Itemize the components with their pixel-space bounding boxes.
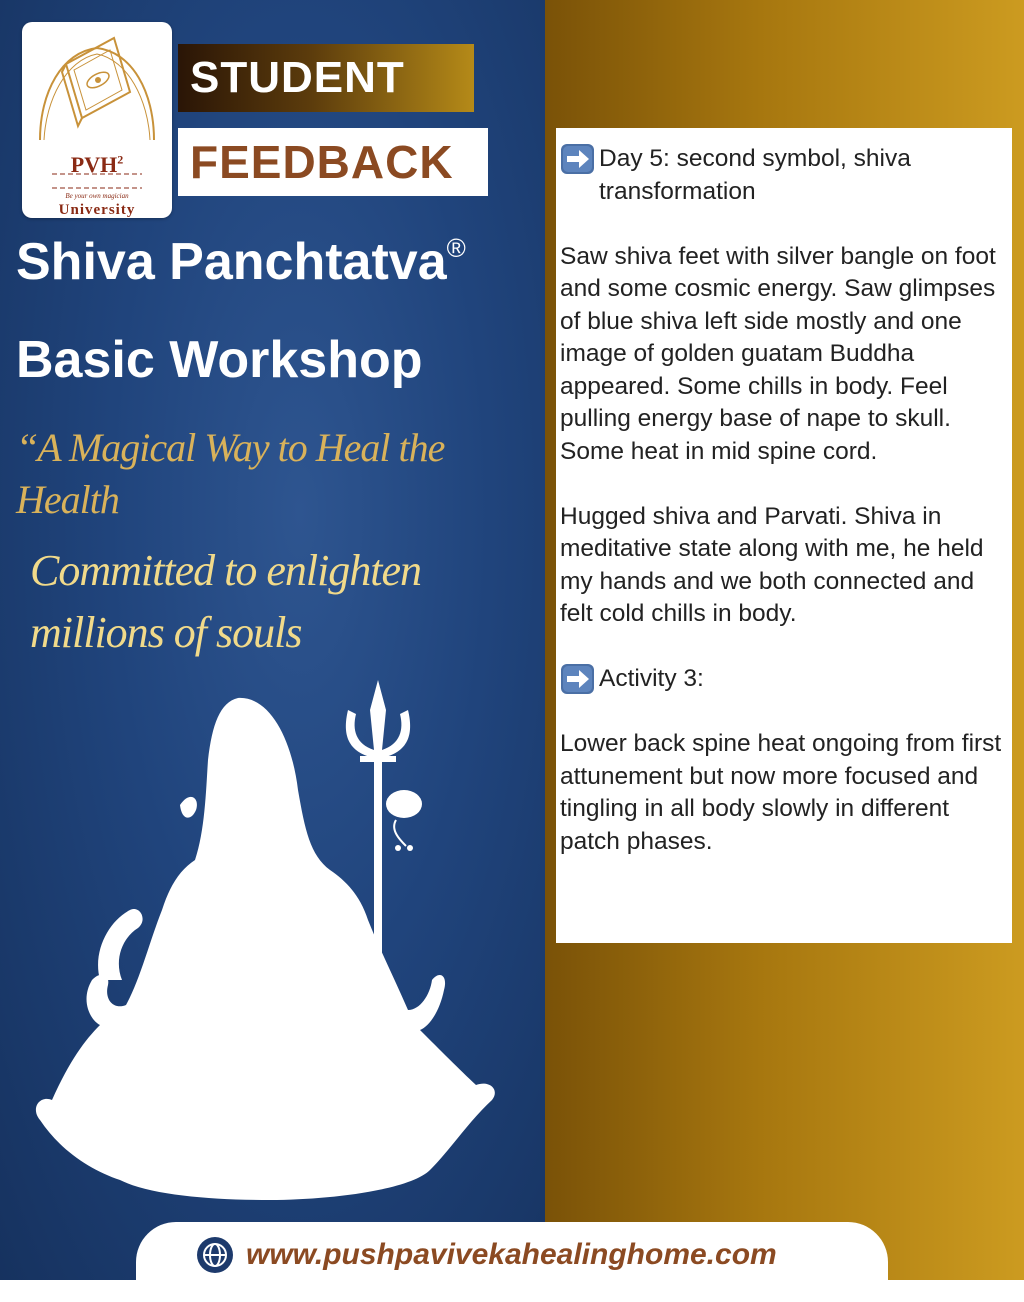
workshop-title-line1: Shiva Panchtatva® — [16, 233, 466, 291]
logo-institution: University — [58, 202, 136, 218]
right-arrow-icon — [560, 663, 595, 695]
workshop-quote: “A Magical Way to Heal the Health — [16, 425, 445, 522]
student-label: STUDENT — [178, 44, 474, 112]
feedback-card — [556, 128, 1012, 943]
feedback-heading-activity3: Activity 3: — [560, 663, 1010, 696]
logo-tagline: Be your own magician — [65, 192, 129, 200]
book-eye-icon — [22, 22, 172, 218]
feedback-label: FEEDBACK — [178, 128, 488, 196]
globe-icon — [196, 1236, 234, 1274]
website-link[interactable]: www.pushpavivekahealinghome.com — [246, 1238, 777, 1271]
footer-bar — [136, 1222, 888, 1302]
feedback-paragraph1: Saw shiva feet with silver bangle on foot and some cosmic energy. Saw glimpses of blue shiva left side mostly and one image of golden guatam Buddha appeared. Some chills in body. Feel pulling energy base of nape to skull. Some heat in mid spine cord. — [560, 242, 996, 465]
feedback-heading-day5: Day 5: second symbol, shiva transformation — [560, 143, 1010, 208]
feedback-paragraph2: Hugged shiva and Parvati. Shiva in meditative state along with me, he held my hands and we both connected and felt cold chills in body. — [560, 502, 984, 627]
workshop-title-line2: Basic Workshop — [16, 331, 423, 389]
feedback-paragraph3: Lower back spine heat ongoing from first attunement but now more focused and tingling in all body slowly in different patch phases. — [560, 730, 1002, 855]
university-logo — [22, 22, 172, 218]
shiva-silhouette — [30, 680, 510, 1220]
workshop-tagline: Committed to enlighten millions of souls — [30, 546, 422, 657]
registered-mark: ® — [446, 233, 466, 263]
right-arrow-icon — [560, 143, 595, 175]
logo-brand: PVH$^2$ — [70, 152, 124, 177]
